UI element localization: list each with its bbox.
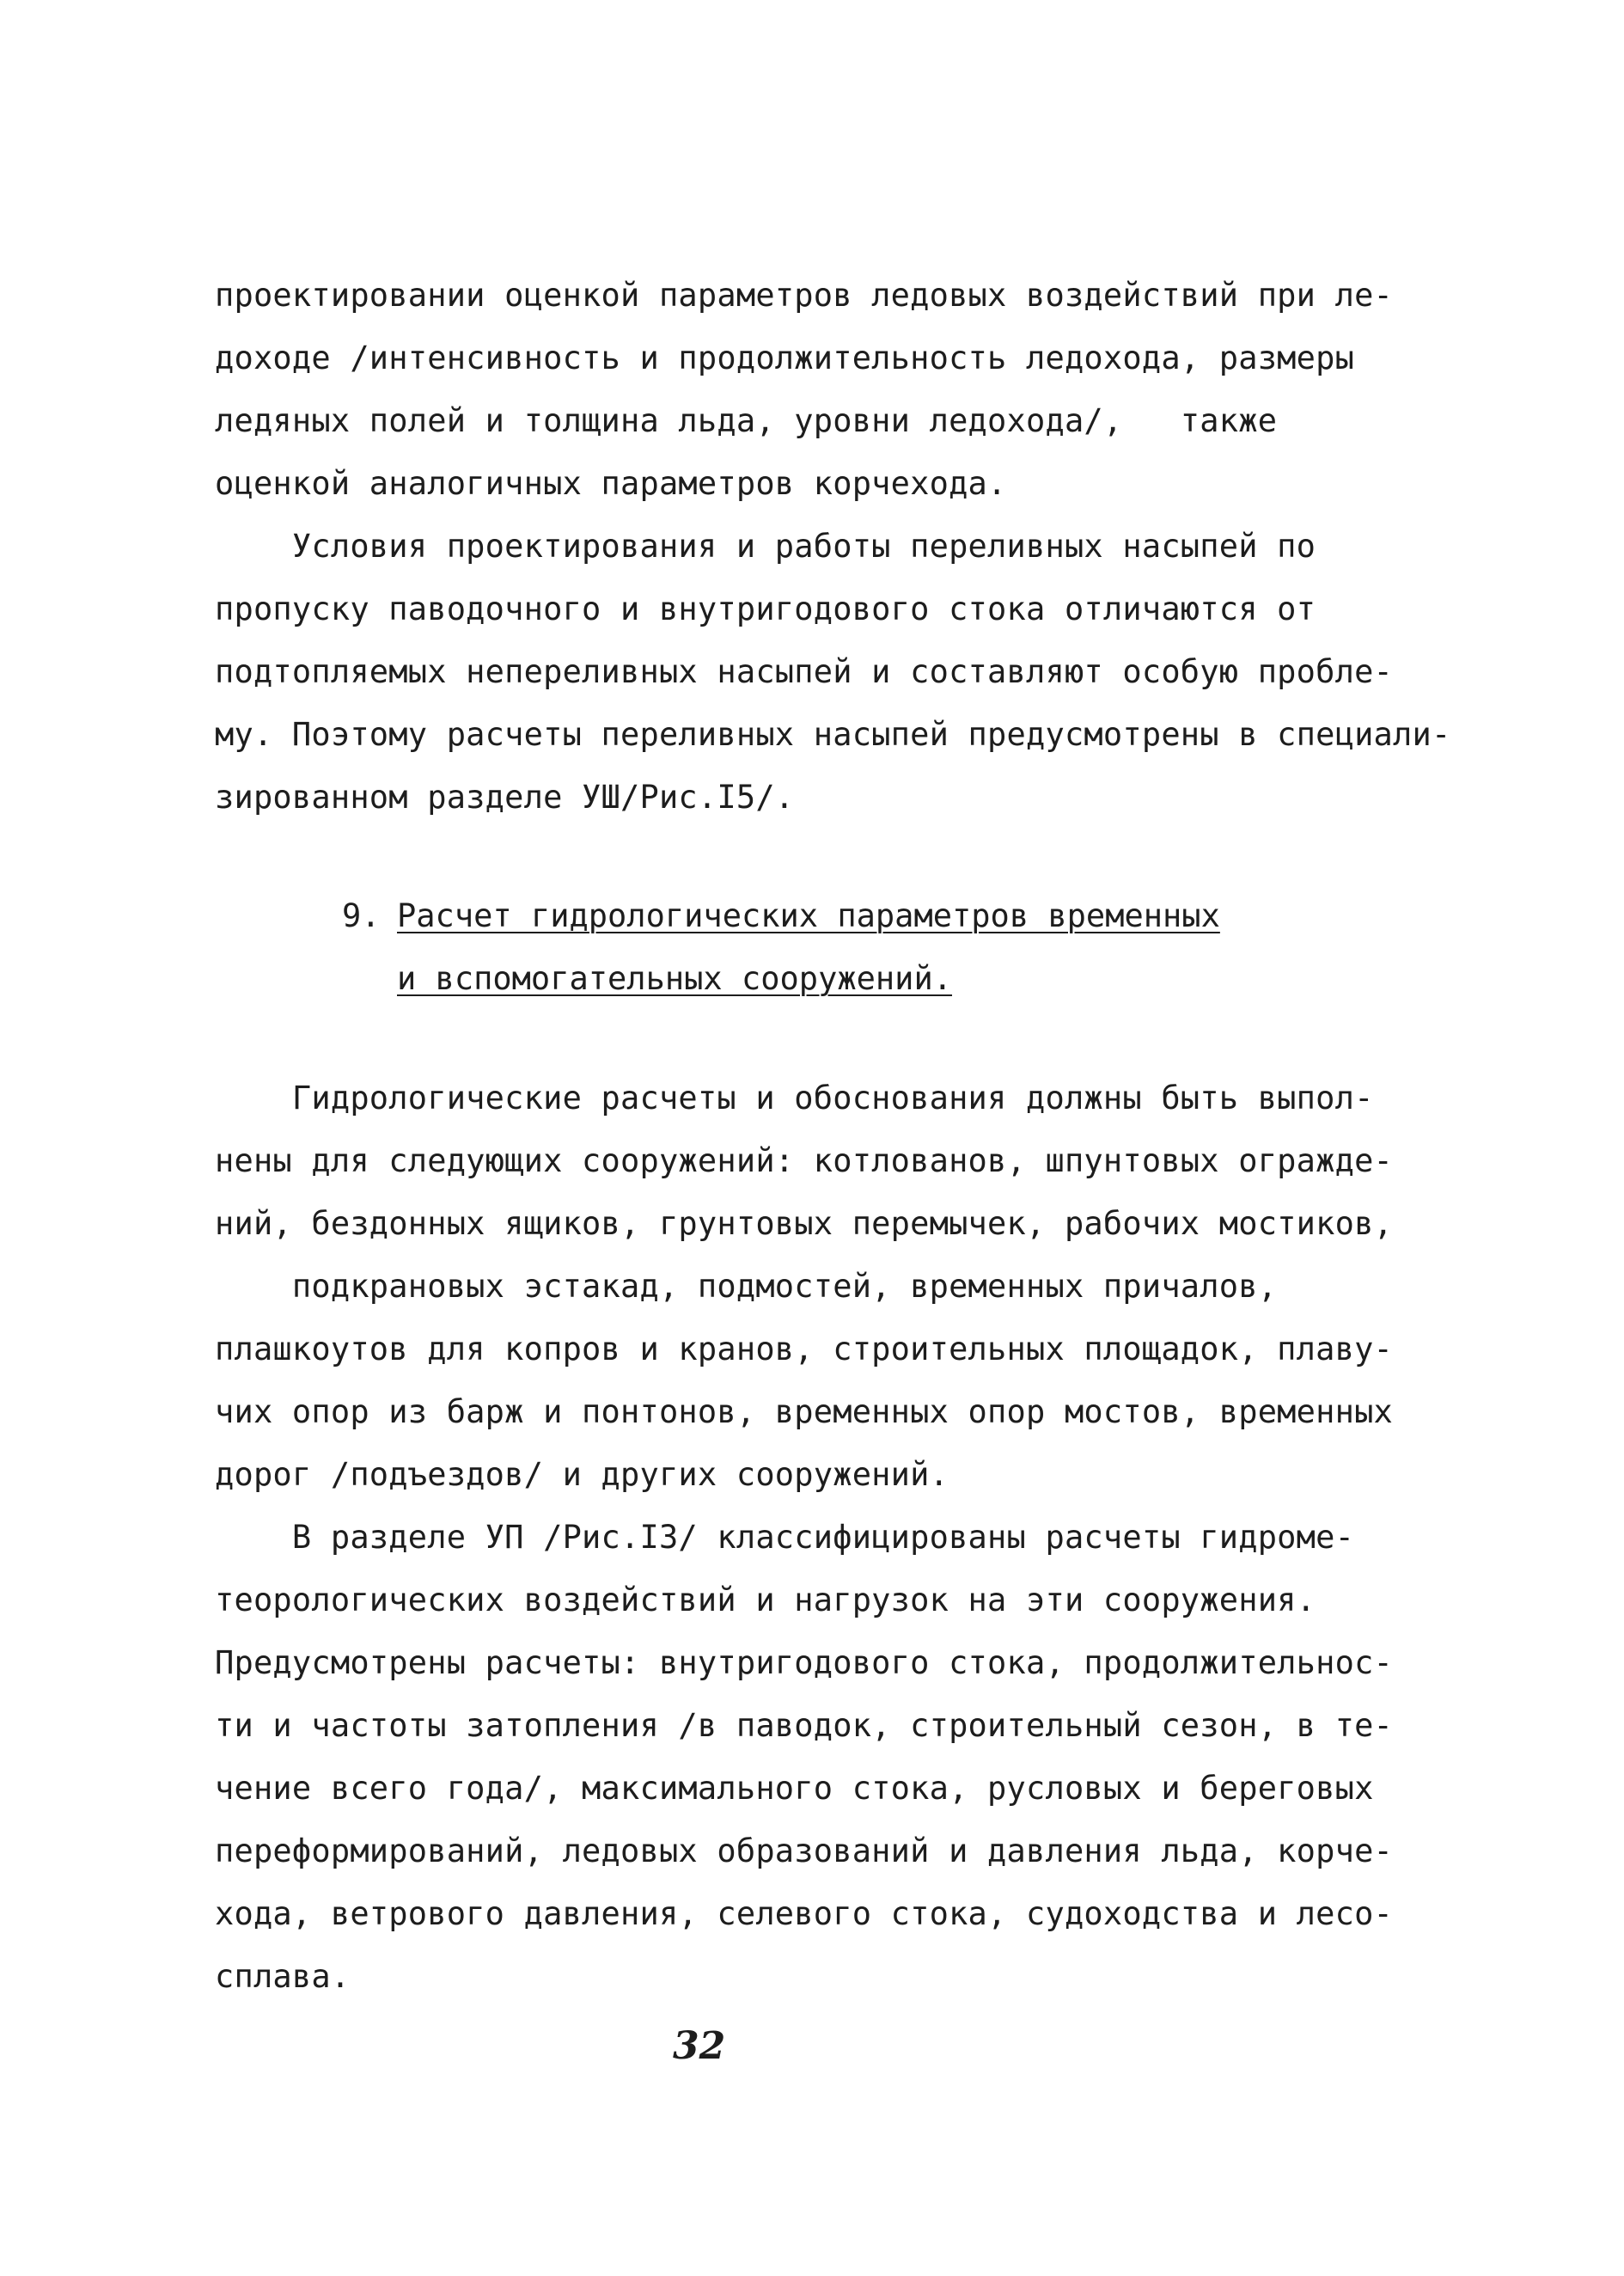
text-line: оценкой аналогичных параметров корчехода.	[215, 465, 1007, 502]
text-line: пропуску паводочного и внутригодового стока отличаются от	[215, 590, 1316, 627]
text-line: ний, бездонных ящиков, грунтовых перемычек, рабочих мостиков,	[215, 1205, 1394, 1242]
text-line: зированном разделе УШ/Рис.I5/.	[215, 779, 795, 816]
text-line: плашкоутов для копров и кранов, строительных площадок, плаву-	[215, 1331, 1394, 1367]
text-line: Предусмотрены расчеты: внутригодового стока, продолжительнос-	[215, 1644, 1394, 1681]
text-line: теорологических воздействий и нагрузок на эти сооружения.	[215, 1582, 1316, 1618]
text-line: подкрановых эстакад, подмостей, временных причалов,	[215, 1268, 1278, 1305]
text-line: подтопляемых непереливных насыпей и составляют особую пробле-	[215, 653, 1394, 690]
text-line: хода, ветрового давления, селевого стока, судоходства и лесо-	[215, 1895, 1394, 1932]
section-heading: и вспомогательных сооружений.	[397, 960, 953, 997]
text-line: Условия проектирования и работы переливных насыпей по	[215, 528, 1316, 565]
text-line: ти и частоты затопления /в паводок, строительный сезон, в те-	[215, 1707, 1394, 1744]
text-line: проектировании оценкой параметров ледовых воздействий при ле-	[215, 277, 1394, 314]
text-line: чение всего года/, максимального стока, русловых и береговых	[215, 1770, 1374, 1807]
text-line: нены для следующих сооружений: котлованов, шпунтовых огражде-	[215, 1142, 1394, 1179]
text-line: В разделе УП /Рис.I3/ классифицированы расчеты гидроме-	[215, 1519, 1355, 1556]
text-line: дорог /подъездов/ и других сооружений.	[215, 1456, 949, 1493]
text-line: ледяных полей и толщина льда, уровни ледохода/, также	[215, 402, 1278, 439]
text-line: Гидрологические расчеты и обоснования должны быть выпол-	[215, 1080, 1374, 1117]
text-line: му. Поэтому расчеты переливных насыпей предусмотрены в специали-	[215, 716, 1451, 753]
text-line: сплава.	[215, 1958, 351, 1995]
section-heading: Расчет гидрологических параметров временных	[397, 897, 1220, 934]
text-line: чих опор из барж и понтонов, временных опор мостов, временных	[215, 1393, 1394, 1430]
text-line: переформирований, ледовых образований и давления льда, корче-	[215, 1832, 1394, 1869]
section-number: 9.	[342, 897, 381, 934]
text-line: доходе /интенсивность и продолжительность ледохода, размеры	[215, 340, 1355, 376]
page-number: 32	[673, 2024, 726, 2068]
